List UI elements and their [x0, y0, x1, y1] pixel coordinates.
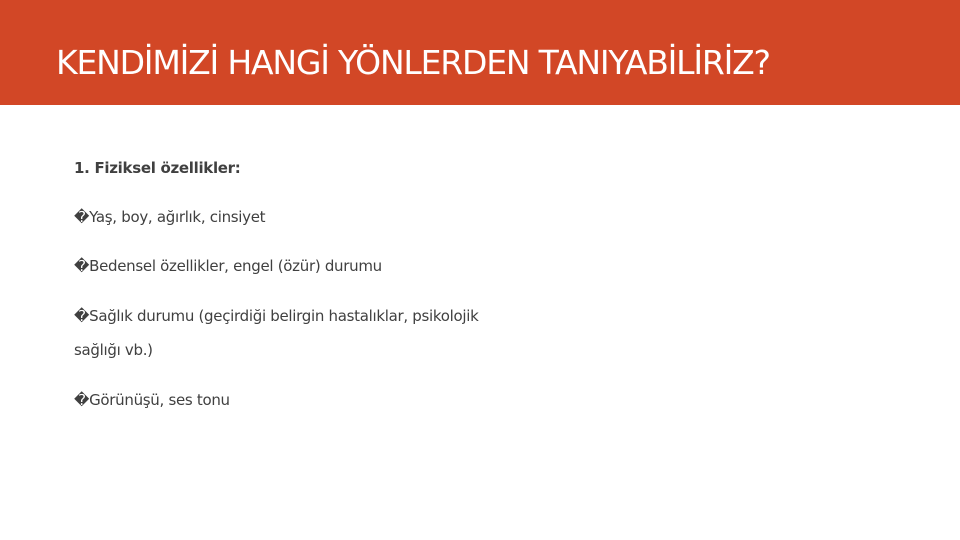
slide-title: KENDİMİZİ HANGİ YÖNLERDEN TANIYABİLİRİZ? — [56, 43, 770, 82]
slide-body — [74, 157, 634, 411]
bullet-item — [74, 389, 634, 411]
bullet-item — [74, 305, 634, 327]
bullet-marker: � — [74, 391, 90, 409]
section-heading: 1. Fiziksel özellikler: — [74, 159, 241, 177]
bullet-item-continuation: sağlığı vb.) — [74, 341, 153, 359]
bullet-item — [74, 255, 634, 277]
bullet-item-text: Görünüşü, ses tonu — [89, 391, 230, 409]
title-bar — [0, 0, 960, 105]
bullet-marker: � — [74, 257, 90, 275]
bullet-item-text: Yaş, boy, ağırlık, cinsiyet — [89, 208, 266, 226]
bullet-marker: � — [74, 208, 90, 226]
bullet-item-text: Sağlık durumu (geçirdiği belirgin hastalıklar, psikolojik — [89, 307, 479, 325]
bullet-item-text: Bedensel özellikler, engel (özür) durumu — [89, 257, 382, 275]
bullet-item — [74, 206, 634, 228]
bullet-marker: � — [74, 307, 90, 325]
